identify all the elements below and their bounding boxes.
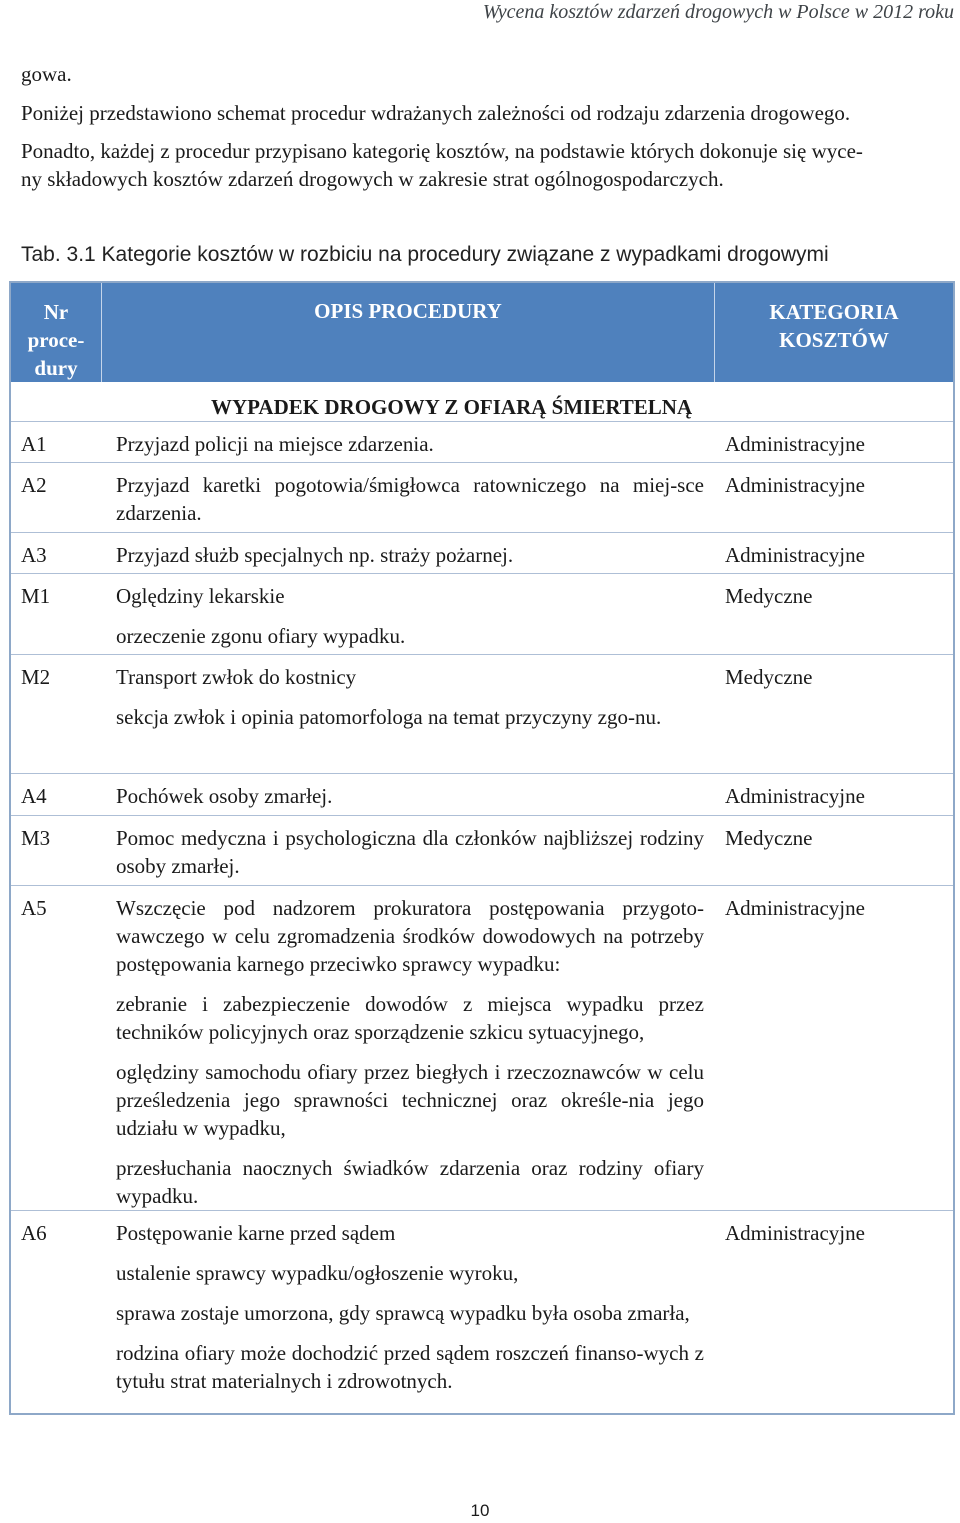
description-line: Oględziny lekarskie [116, 584, 285, 608]
procedures-table [9, 281, 955, 1415]
table-caption: Tab. 3.1 Kategorie kosztów w rozbiciu na procedury związane z wypadkami drogowymi [21, 243, 829, 266]
row-id: A1 [21, 432, 47, 456]
header-nr-line: Nr [43, 300, 69, 324]
row-category: Administracyjne [725, 432, 865, 456]
row-category: Administracyjne [725, 1221, 865, 1245]
header-nr-line: proce- [27, 328, 85, 352]
row-category: Medyczne [725, 665, 813, 689]
description-line: Wszczęcie pod nadzorem prokuratora postępowania przygoto-wawczego w celu zgromadzenia środków dowodowych na potrzeby postępowania karnego przeciwko sprawcy wypadku: [116, 896, 704, 976]
row-id: M1 [21, 584, 51, 608]
description-line: Przyjazd karetki pogotowia/śmigłowca ratowniczego na miej-sce zdarzenia. [116, 473, 704, 525]
description-line: Pomoc medyczna i psychologiczna dla członków najbliższej rodziny osoby zmarłej. [116, 826, 704, 878]
table-row [11, 774, 953, 816]
row-description [116, 1219, 704, 1395]
description-line: przesłuchania naocznych świadków zdarzenia oraz rodziny ofiary wypadku. [116, 1156, 704, 1208]
row-description [116, 824, 704, 880]
description-line: sprawa zostaje umorzona, gdy sprawcą wypadku była osoba zmarła, [116, 1301, 690, 1325]
table-row [11, 1211, 953, 1413]
row-id: M3 [21, 826, 51, 850]
row-id: A3 [21, 543, 47, 567]
row-description [116, 471, 704, 527]
row-id: A2 [21, 473, 47, 497]
table-row [11, 463, 953, 533]
table-row [11, 886, 953, 1211]
description-line: Postępowanie karne przed sądem [116, 1221, 396, 1245]
intro-line-1: gowa. [21, 62, 72, 86]
table-row [11, 816, 953, 886]
header-opis-procedury: OPIS PROCEDURY [314, 299, 502, 323]
running-header: Wycena kosztów zdarzeń drogowych w Polsce w 2012 roku [482, 1, 954, 23]
row-category: Administracyjne [725, 473, 865, 497]
intro-line-4: ny składowych kosztów zdarzeń drogowych w zakresie strat ogólnogospodarczych. [21, 167, 724, 191]
header-kategoria-line: KOSZTÓW [779, 328, 889, 352]
page-number: 10 [470, 1501, 490, 1520]
section-heading [11, 382, 953, 422]
description-line: orzeczenie zgonu ofiary wypadku. [116, 624, 406, 648]
table-row [11, 574, 953, 655]
row-category: Administracyjne [725, 543, 865, 567]
description-line: Przyjazd policji na miejsce zdarzenia. [116, 432, 434, 456]
table-row [11, 422, 953, 463]
intro-line-2: Poniżej przedstawiono schemat procedur wdrażanych zależności od rodzaju zdarzenia drogowego. [21, 101, 851, 125]
section-heading-text: WYPADEK DROGOWY Z OFIARĄ ŚMIERTELNĄ [211, 395, 693, 419]
row-category: Medyczne [725, 826, 813, 850]
row-category: Administracyjne [725, 784, 865, 808]
description-line: zebranie i zabezpieczenie dowodów z miejsca wypadku przez techników policyjnych oraz sporządzenie szkicu sytuacyjnego, [116, 992, 704, 1044]
row-description [116, 541, 704, 569]
table-row [11, 655, 953, 774]
row-id: M2 [21, 665, 51, 689]
description-line: rodzina ofiary może dochodzić przed sądem roszczeń finanso-wych z tytułu strat materialnych i zdrowotnych. [116, 1341, 704, 1393]
header-nr-procedury [11, 283, 102, 382]
row-description [116, 430, 704, 458]
table-row [11, 533, 953, 574]
row-description [116, 663, 704, 731]
intro-line-3: Ponadto, każdej z procedur przypisano kategorię kosztów, na podstawie których dokonuje się wyce- [21, 139, 863, 163]
row-id: A6 [21, 1221, 47, 1245]
description-line: Transport zwłok do kostnicy [116, 665, 357, 689]
row-description [116, 782, 704, 810]
header-kategoria-line: KATEGORIA [769, 300, 899, 324]
description-line: sekcja zwłok i opinia patomorfologa na temat przyczyny zgo-nu. [116, 705, 662, 729]
row-description [116, 894, 704, 1210]
table-header [11, 283, 953, 382]
description-line: ustalenie sprawcy wypadku/ogłoszenie wyroku, [116, 1261, 519, 1285]
row-category: Administracyjne [725, 896, 865, 920]
row-id: A5 [21, 896, 47, 920]
header-kategoria-kosztow [714, 283, 953, 382]
row-description [116, 582, 704, 650]
row-id: A4 [21, 784, 47, 808]
header-nr-line: dury [34, 356, 78, 380]
row-category: Medyczne [725, 584, 813, 608]
description-line: Pochówek osoby zmarłej. [116, 784, 333, 808]
description-line: oględziny samochodu ofiary przez biegłych i rzeczoznawców w celu prześledzenia jego sprawności technicznej oraz określe-nia jego udziału w wypadku, [116, 1060, 704, 1140]
description-line: Przyjazd służb specjalnych np. straży pożarnej. [116, 543, 514, 567]
